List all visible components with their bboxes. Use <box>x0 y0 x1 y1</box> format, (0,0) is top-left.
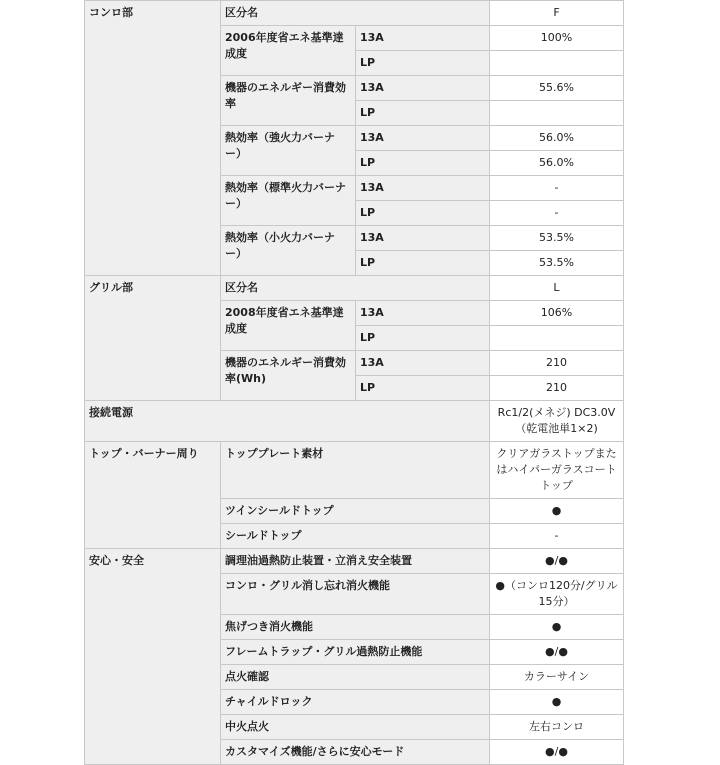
gas-type: 13A <box>356 351 490 376</box>
gas-type: 13A <box>356 126 490 151</box>
grill-class-value: L <box>490 276 624 301</box>
grill-eco2008-13a-value: 106% <box>490 301 624 326</box>
top-row-label: シールドトップ <box>221 524 490 549</box>
konro-weak-lp-value: 53.5% <box>490 251 624 276</box>
safety-row-value: カラーサイン <box>490 665 624 690</box>
safety-row-value: ● <box>490 615 624 640</box>
konro-eco2006-13a-value: 100% <box>490 26 624 51</box>
gas-type: LP <box>356 326 490 351</box>
konro-weak-13a-value: 53.5% <box>490 226 624 251</box>
konro-strong-13a-value: 56.0% <box>490 126 624 151</box>
category-konro: コンロ部 <box>85 1 221 276</box>
table-row <box>85 276 624 301</box>
gas-type: LP <box>356 51 490 76</box>
table-row <box>85 549 624 574</box>
top-row-value: ● <box>490 499 624 524</box>
konro-strong-label: 熱効率（強火力バーナー） <box>221 126 356 176</box>
konro-energy-lp-value <box>490 101 624 126</box>
safety-row-value: ●/● <box>490 549 624 574</box>
category-top: トップ・バーナー周り <box>85 442 221 549</box>
gas-type: 13A <box>356 301 490 326</box>
gas-type: LP <box>356 101 490 126</box>
gas-type: 13A <box>356 226 490 251</box>
safety-row-value: ●/● <box>490 740 624 765</box>
gas-type: 13A <box>356 26 490 51</box>
safety-row-label: 焦げつき消火機能 <box>221 615 490 640</box>
top-row-label: トッププレート素材 <box>221 442 490 499</box>
grill-eco2008-label: 2008年度省エネ基準達成度 <box>221 301 356 351</box>
spec-table <box>84 0 624 765</box>
grill-class-label: 区分名 <box>221 276 490 301</box>
table-row <box>85 442 624 499</box>
konro-strong-lp-value: 56.0% <box>490 151 624 176</box>
konro-class-label: 区分名 <box>221 1 490 26</box>
grill-energy-label: 機器のエネルギー消費効率(Wh) <box>221 351 356 401</box>
gas-type: 13A <box>356 176 490 201</box>
konro-energy-label: 機器のエネルギー消費効率 <box>221 76 356 126</box>
safety-row-label: 中火点火 <box>221 715 490 740</box>
safety-row-label: 調理油過熱防止装置・立消え安全装置 <box>221 549 490 574</box>
power-value: Rc1/2(メネジ) DC3.0V（乾電池単1×2) <box>490 401 624 442</box>
safety-row-label: チャイルドロック <box>221 690 490 715</box>
konro-standard-lp-value: - <box>490 201 624 226</box>
konro-class-value: F <box>490 1 624 26</box>
konro-eco2006-lp-value <box>490 51 624 76</box>
power-label: 接続電源 <box>85 401 490 442</box>
safety-row-label: カスタマイズ機能/さらに安心モード <box>221 740 490 765</box>
category-safety: 安心・安全 <box>85 549 221 765</box>
gas-type: LP <box>356 251 490 276</box>
grill-eco2008-lp-value <box>490 326 624 351</box>
konro-standard-label: 熱効率（標準火力バーナー） <box>221 176 356 226</box>
safety-row-value: ●（コンロ120分/グリル15分） <box>490 574 624 615</box>
top-row-value: クリアガラストップまたはハイパーガラスコートトップ <box>490 442 624 499</box>
safety-row-label: 点火確認 <box>221 665 490 690</box>
category-grill: グリル部 <box>85 276 221 401</box>
safety-row-value: ●/● <box>490 640 624 665</box>
grill-energy-lp-value: 210 <box>490 376 624 401</box>
konro-eco2006-label: 2006年度省エネ基準達成度 <box>221 26 356 76</box>
konro-energy-13a-value: 55.6% <box>490 76 624 101</box>
safety-row-label: コンロ・グリル消し忘れ消火機能 <box>221 574 490 615</box>
konro-weak-label: 熱効率（小火力バーナー） <box>221 226 356 276</box>
safety-row-value: ● <box>490 690 624 715</box>
gas-type: LP <box>356 376 490 401</box>
gas-type: 13A <box>356 76 490 101</box>
top-row-label: ツインシールドトップ <box>221 499 490 524</box>
grill-energy-13a-value: 210 <box>490 351 624 376</box>
gas-type: LP <box>356 201 490 226</box>
table-row <box>85 1 624 26</box>
top-row-value: - <box>490 524 624 549</box>
konro-standard-13a-value: - <box>490 176 624 201</box>
table-row <box>85 401 624 442</box>
safety-row-label: フレームトラップ・グリル過熱防止機能 <box>221 640 490 665</box>
safety-row-value: 左右コンロ <box>490 715 624 740</box>
gas-type: LP <box>356 151 490 176</box>
